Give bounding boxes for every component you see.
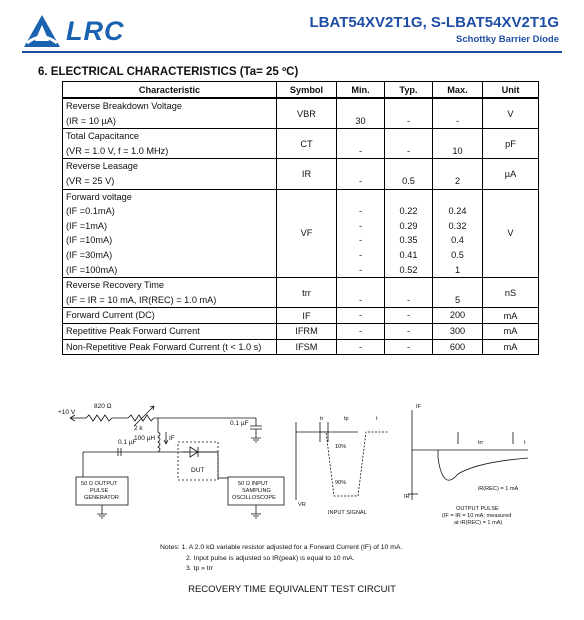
min-line: - [358, 175, 363, 186]
cell-char [63, 278, 277, 308]
cell-symbol: VF [277, 189, 337, 278]
max-line: 5 [454, 294, 461, 305]
max-line [436, 159, 479, 174]
char-line: (IF =30mA) [66, 249, 113, 260]
max-line [436, 99, 479, 114]
cell-typ [385, 339, 433, 355]
cell-unit: V [483, 98, 539, 129]
cell-max [433, 339, 483, 355]
table-row [63, 308, 539, 324]
typ-line: - [406, 145, 411, 156]
irrec-label: iR(REC) = 1 mA [478, 486, 519, 492]
cell-typ [385, 189, 433, 278]
typ-line [388, 159, 429, 174]
char-line: (VR = 1.0 V, f = 1.0 MHz) [66, 145, 169, 156]
max-line: 0.24 [448, 206, 467, 217]
min-line [340, 159, 381, 174]
typ-line [388, 99, 429, 114]
max-line: 0.32 [448, 220, 467, 231]
table-row [63, 278, 539, 308]
supply-label: +10 V [58, 409, 76, 416]
min-line: - [358, 294, 363, 305]
if-label: IF [169, 435, 175, 442]
cell-unit: nS [483, 278, 539, 308]
c-in-label: 0.1 µF [118, 439, 137, 446]
table-row [63, 98, 539, 129]
typ-line [388, 129, 429, 144]
cell-min [337, 129, 385, 159]
cell-unit: mA [483, 339, 539, 355]
typ-line: 0.41 [399, 249, 418, 260]
cell-char [63, 189, 277, 278]
min-line: - [358, 310, 363, 321]
t-label-input: t [376, 416, 378, 422]
col-symbol: Symbol [277, 82, 337, 99]
gen-line-2: PULSE [90, 488, 109, 494]
cell-symbol: IFRM [277, 323, 337, 339]
note-3: 3. tp » trr [186, 565, 214, 572]
max-line: 10 [452, 145, 463, 156]
max-line: 0.5 [451, 249, 464, 260]
min-line: - [358, 220, 363, 231]
typ-line: 0.35 [399, 235, 418, 246]
char-line: (VR = 25 V) [66, 175, 115, 186]
pct10-label: 10% [335, 444, 347, 450]
max-line: - [455, 115, 460, 126]
device-subtitle: Schottky Barrier Diode [456, 34, 559, 45]
output-pulse-1: OUTPUT PULSE [456, 506, 499, 512]
r-var-label: 2 k [134, 425, 143, 432]
min-line [340, 129, 381, 144]
max-line [436, 190, 479, 205]
output-pulse-2: (IF = IR = 10 mA; measured [442, 513, 512, 519]
char-line: Repetitive Peak Forward Current [66, 325, 200, 336]
test-circuit-diagram [58, 392, 538, 542]
gen-line-3: GENERATOR [84, 495, 119, 501]
table-row [63, 159, 539, 189]
cell-symbol: CT [277, 129, 337, 159]
vr-label: VR [298, 502, 306, 508]
test-circuit [58, 392, 538, 547]
electrical-characteristics-table [62, 81, 539, 355]
min-line: - [358, 145, 363, 156]
logo-text: LRC [66, 16, 125, 46]
scope-line-2: SAMPLING [242, 488, 271, 494]
typ-line: 0.22 [399, 206, 418, 217]
output-pulse-3: at iR(REC) = 1 mA) [454, 520, 503, 526]
typ-line: 0.29 [399, 220, 418, 231]
max-line [436, 278, 479, 293]
cell-unit: mA [483, 308, 539, 324]
cell-max [433, 98, 483, 129]
note-2: 2. Input pulse is adjusted so IR(peak) is equal to 10 mA. [186, 554, 355, 562]
part-number: LBAT54XV2T1G, S-LBAT54XV2T1G [309, 14, 559, 31]
min-line [340, 99, 381, 114]
cell-typ [385, 129, 433, 159]
max-line: 2 [454, 175, 461, 186]
cell-symbol: VBR [277, 98, 337, 129]
cell-min [337, 98, 385, 129]
scope-line-1: 50 Ω INPUT [238, 481, 269, 487]
char-line: (IR = 10 µA) [66, 115, 116, 126]
tr-label: tr [320, 416, 324, 422]
min-line: - [358, 249, 363, 260]
cell-unit: µA [483, 159, 539, 189]
min-line: - [358, 341, 363, 352]
cell-typ [385, 323, 433, 339]
figure-title: RECOVERY TIME EQUIVALENT TEST CIRCUIT [188, 584, 396, 595]
cell-typ [385, 98, 433, 129]
typ-line: 0.5 [402, 175, 415, 186]
cell-char [63, 323, 277, 339]
typ-line [388, 190, 429, 205]
min-line: - [358, 325, 363, 336]
table-row [63, 323, 539, 339]
cell-char [63, 159, 277, 189]
char-line: (IF =1mA) [66, 220, 108, 231]
typ-line: - [406, 310, 411, 321]
lrc-logo-icon [22, 13, 62, 49]
max-line: 0.4 [451, 235, 464, 246]
c-out-label: 0.1 µF [230, 420, 249, 427]
cell-min [337, 159, 385, 189]
inductor-label: 100 µH [134, 435, 156, 442]
cell-typ [385, 159, 433, 189]
t-label-output: t [524, 440, 526, 446]
cell-max [433, 129, 483, 159]
char-line: Reverse Leasage [66, 161, 139, 172]
cell-typ [385, 278, 433, 308]
cell-max [433, 278, 483, 308]
min-line: - [358, 206, 363, 217]
char-line: Forward Current (DC) [66, 310, 155, 321]
trr-label: trr [478, 440, 484, 446]
col-unit: Unit [483, 82, 539, 99]
cell-min [337, 189, 385, 278]
note-1: Notes: 1. A 2.0 kΩ variable resistor adjusted for a Forward Current (IF) of 10 mA. [160, 544, 403, 551]
section-title: 6. ELECTRICAL CHARACTERISTICS (Ta= 25 ºC) [38, 66, 299, 78]
char-line: (IF = IR = 10 mA, IR(REC) = 1.0 mA) [66, 294, 217, 305]
col-min: Min. [337, 82, 385, 99]
notes [160, 543, 402, 575]
min-line [340, 278, 381, 293]
col-typ: Typ. [385, 82, 433, 99]
min-line: 30 [355, 115, 366, 126]
cell-char [63, 129, 277, 159]
typ-line: - [406, 341, 411, 352]
typ-line: - [406, 115, 411, 126]
typ-line: - [406, 325, 411, 336]
pct90-label: 90% [335, 480, 347, 486]
max-line: 1 [454, 264, 461, 275]
gen-line-1: 50 Ω OUTPUT [81, 481, 118, 487]
char-line: Reverse Recovery Time [66, 280, 165, 291]
col-characteristic: Characteristic [63, 82, 277, 99]
char-line: Non-Repetitive Peak Forward Current (t < 1.0 s) [66, 341, 262, 352]
max-line: 600 [449, 341, 466, 352]
cell-symbol: IFSM [277, 339, 337, 355]
cell-min [337, 339, 385, 355]
char-line: (IF =10mA) [66, 235, 113, 246]
input-signal-label: INPUT SIGNAL [328, 510, 367, 516]
min-line: - [358, 264, 363, 275]
cell-max [433, 308, 483, 324]
typ-line: - [406, 294, 411, 305]
typ-line [388, 278, 429, 293]
char-line: (IF =100mA) [66, 264, 118, 275]
table-row [63, 339, 539, 355]
col-max: Max. [433, 82, 483, 99]
cell-char [63, 98, 277, 129]
typ-line: 0.52 [399, 264, 418, 275]
r-series-label: 820 Ω [94, 403, 112, 410]
cell-symbol: IR [277, 159, 337, 189]
cell-char [63, 308, 277, 324]
char-line: Forward voltage [66, 191, 132, 202]
dut-label: DUT [191, 467, 205, 474]
cell-min [337, 308, 385, 324]
if-axis-label: IF [416, 404, 421, 410]
scope-line-3: OSCILLOSCOPE [232, 495, 276, 501]
min-line [340, 190, 381, 205]
table-header-row [63, 82, 539, 99]
tp-label: tp [344, 416, 349, 422]
table-row [63, 129, 539, 159]
cell-symbol: trr [277, 278, 337, 308]
cell-unit: mA [483, 323, 539, 339]
max-line: 300 [449, 325, 466, 336]
max-line [436, 129, 479, 144]
char-line: Total Capacitance [66, 131, 140, 142]
ir-axis-label: IR [404, 494, 410, 500]
cell-unit: V [483, 189, 539, 278]
header-rule [22, 51, 562, 53]
cell-max [433, 189, 483, 278]
cell-max [433, 159, 483, 189]
cell-max [433, 323, 483, 339]
min-line: - [358, 235, 363, 246]
cell-symbol: IF [277, 308, 337, 324]
max-line: 200 [449, 310, 466, 321]
cell-unit: pF [483, 129, 539, 159]
cell-min [337, 323, 385, 339]
table-row [63, 189, 539, 278]
cell-min [337, 278, 385, 308]
cell-char [63, 339, 277, 355]
cell-typ [385, 308, 433, 324]
lrc-logo [22, 13, 132, 49]
char-line: Reverse Breakdown Voltage [66, 101, 182, 111]
char-line: (IF =0.1mA) [66, 206, 115, 217]
